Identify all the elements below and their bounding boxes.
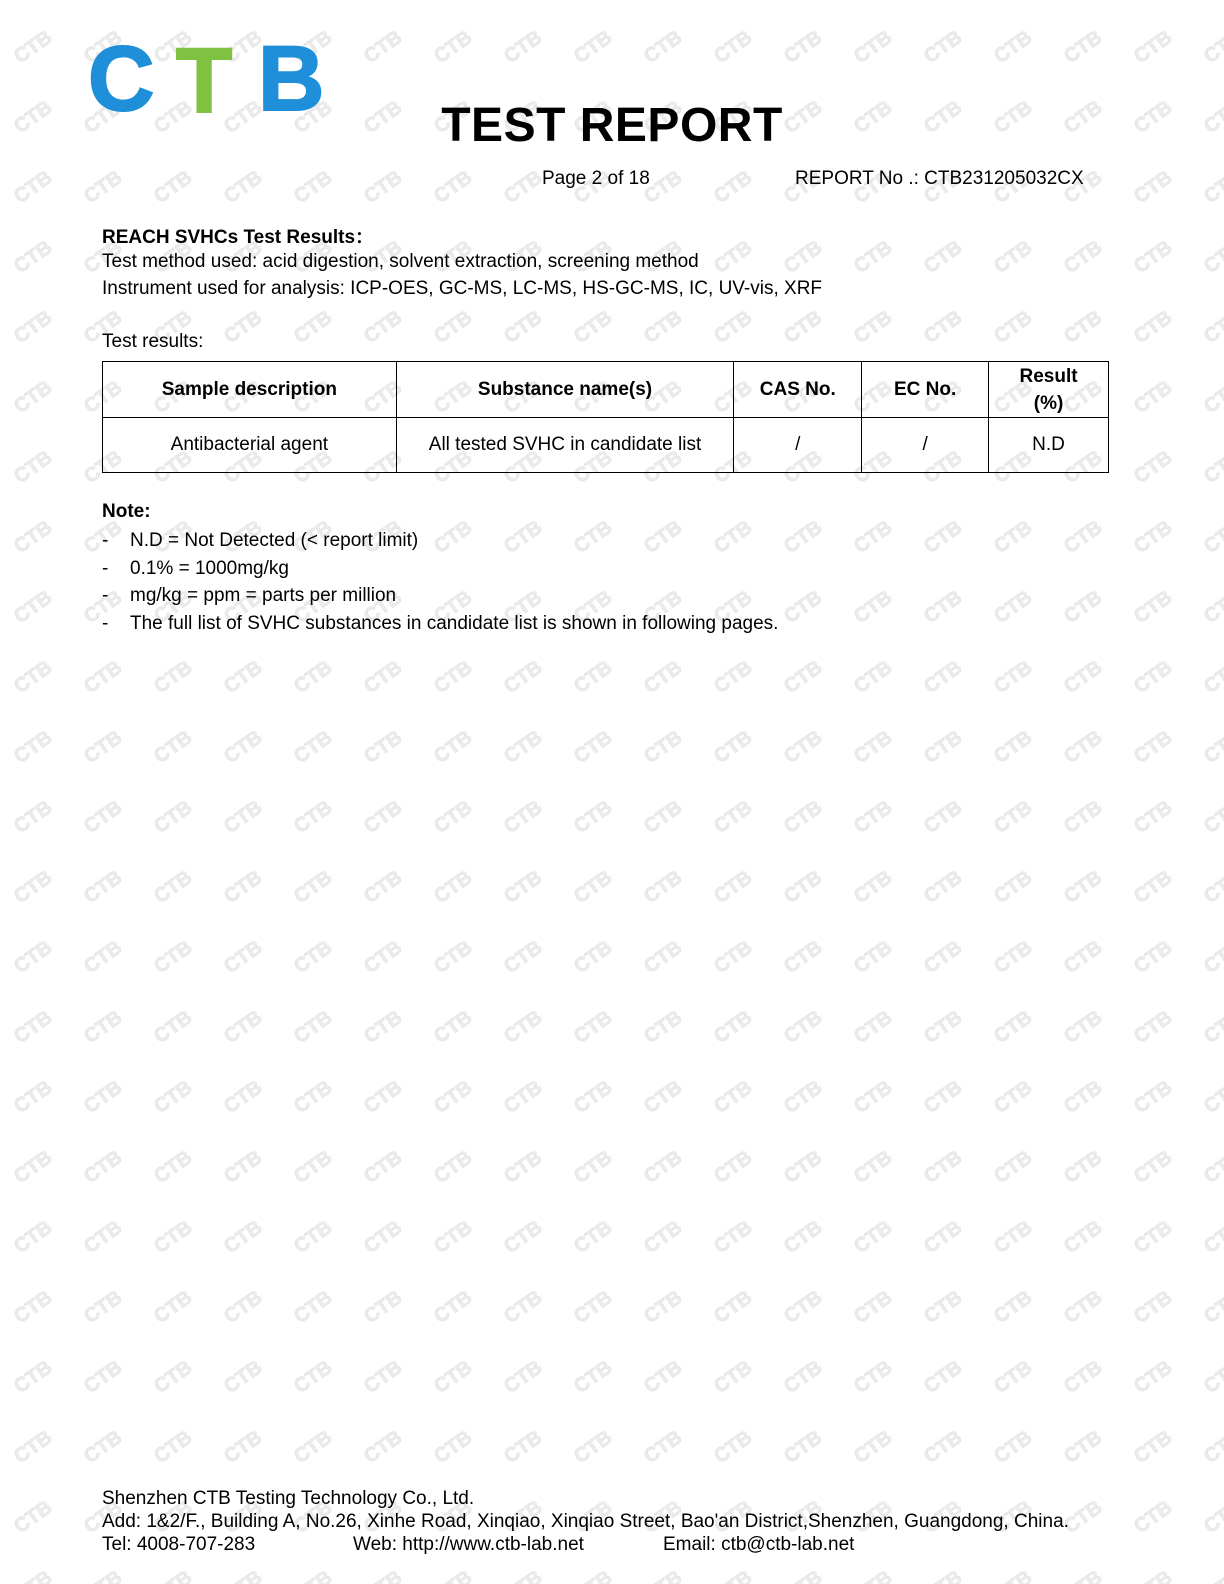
- svg-text:T: T: [176, 30, 233, 122]
- notes-list: [102, 527, 778, 637]
- note-text: mg/kg = ppm = parts per million: [130, 585, 397, 606]
- cell-sample-description: Antibacterial agent: [103, 418, 397, 473]
- cell-result: N.D: [989, 418, 1109, 473]
- note-text: N.D = Not Detected (< report limit): [130, 530, 419, 551]
- test-method-line: Test method used: acid digestion, solvent extraction, screening method: [102, 251, 699, 272]
- footer-address: Add: 1&2/F., Building A, No.26, Xinhe Road, Xinqiao, Xinqiao Street, Bao'an District,Shenzhen, Guangdong, China.: [102, 1511, 1069, 1532]
- footer: [102, 1487, 1152, 1556]
- bullet-dash: -: [102, 530, 109, 551]
- header-ec-no: EC No.: [862, 362, 989, 418]
- footer-web-link[interactable]: Web: http://www.ctb-lab.net: [353, 1534, 584, 1555]
- cell-cas-no: /: [734, 418, 862, 473]
- svg-text:C: C: [88, 30, 155, 122]
- section-title: REACH SVHCs Test Results：: [102, 227, 375, 248]
- footer-company: Shenzhen CTB Testing Technology Co., Ltd.: [102, 1488, 475, 1509]
- page-number: Page 2 of 18: [542, 168, 650, 189]
- bullet-dash: -: [102, 585, 109, 606]
- bullet-dash: -: [102, 612, 109, 634]
- header-result: [989, 362, 1109, 418]
- note-title: Note:: [102, 501, 151, 522]
- list-item: [102, 582, 778, 610]
- test-results-label: Test results:: [102, 331, 204, 352]
- header-result-line2: (%): [1033, 392, 1064, 414]
- results-table: [102, 361, 1109, 473]
- page-title: TEST REPORT: [441, 99, 783, 152]
- note-text: 0.1% = 1000mg/kg: [130, 557, 289, 579]
- cell-substance-name: All tested SVHC in candidate list: [396, 418, 734, 473]
- header-cas-no: CAS No.: [734, 362, 862, 418]
- note-text: The full list of SVHC substances in candidate list is shown in following pages.: [130, 612, 779, 634]
- table-row: [103, 418, 1109, 473]
- header-sample-description: Sample description: [103, 362, 397, 418]
- list-item: [102, 610, 778, 638]
- list-item: [102, 555, 778, 583]
- footer-email-link[interactable]: Email: ctb@ctb-lab.net: [663, 1534, 855, 1555]
- bullet-dash: -: [102, 557, 109, 579]
- footer-tel: Tel: 4008-707-283: [102, 1534, 256, 1555]
- svg-text:B: B: [258, 30, 325, 122]
- header-substance-name: Substance name(s): [396, 362, 734, 418]
- cell-ec-no: /: [862, 418, 989, 473]
- list-item: [102, 527, 778, 555]
- instrument-line: Instrument used for analysis: ICP-OES, GC-MS, LC-MS, HS-GC-MS, IC, UV-vis, XRF: [102, 278, 823, 299]
- table-header-row: [103, 362, 1109, 418]
- header-result-line1: Result: [1019, 365, 1078, 387]
- report-number: REPORT No .: CTB231205032CX: [795, 168, 1084, 189]
- footer-contacts: [102, 1533, 1152, 1556]
